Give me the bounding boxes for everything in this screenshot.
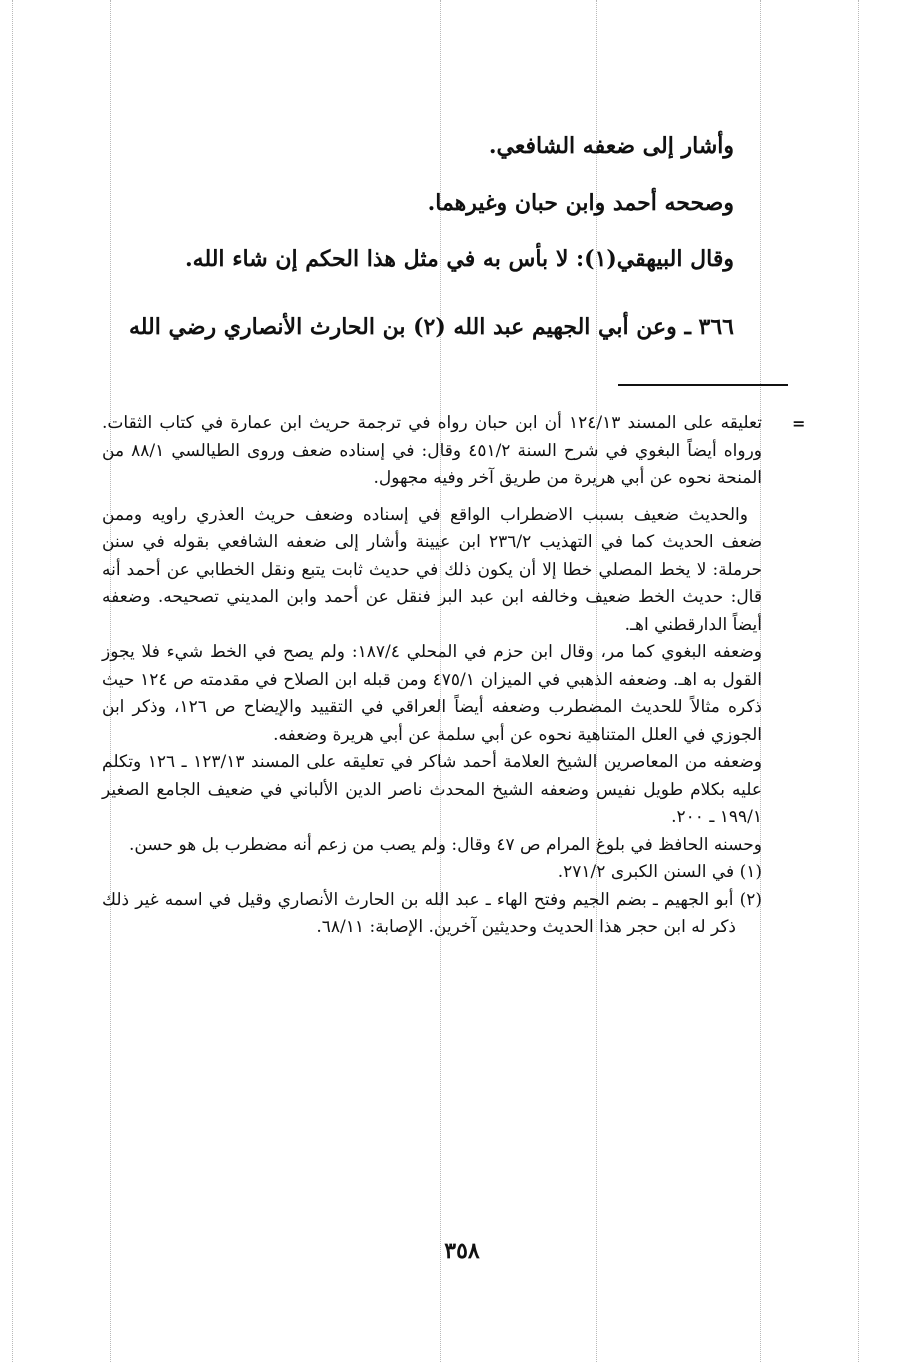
footnotes-block	[102, 410, 762, 942]
continuation-marker: =	[792, 414, 806, 433]
note-paragraph: وضعفه البغوي كما مر، وقال ابن حزم في المحلي ١٨٧/٤: ولم يصح في الخط شيء فلا يجوز القول به اهـ. وضعفه الذهبي في الميزان ٤٧٥/١ ومن قبله ابن الصلاح في مقدمته ص ١٢٤ حيث ذكره مثالاً للحديث المضطرب وضعفه أيضاً العراقي في التقييد والإيضاح ص ١٢٦، وذكر ابن الجوزي في العلل المتناهية نحوه عن أبي سلمة عن أبي هريرة وضعفه.	[102, 642, 762, 745]
footnote-2: (٢) أبو الجهيم ـ بضم الجيم وفتح الهاء ـ عبد الله بن الحارث الأنصاري وقيل في اسمه غير ذلك ذكر له ابن حجر هذا الحديث وحديثين آخرين. الإصابة: ٦٨/١١.	[102, 889, 762, 937]
main-text-line-2: وصححه أحمد وابن حبان وغيرهما.	[427, 190, 734, 216]
main-text-line-3: وقال البيهقي(١): لا بأس به في مثل هذا الحكم إن شاء الله.	[184, 246, 734, 272]
note-paragraph: تعليقه على المسند ١٢٤/١٣ أن ابن حبان رواه في ترجمة حريث ابن عمارة في كتاب الثقات. ورواه أيضاً البغوي في شرح السنة ٤٥١/٢ وقال: في إسناده ضعف وروى الطيالسي ٨٨/١ من المنحة نحوه عن أبي هريرة من طريق آخر وفيه مجهول.	[102, 413, 763, 488]
footnote-1: (١) في السنن الكبرى ٢٧١/٢.	[557, 862, 762, 882]
hadith-366-opening: ٣٦٦ ـ وعن أبي الجهيم عبد الله (٢) بن الحارث الأنصاري رضي الله	[128, 314, 734, 340]
footnote-separator	[618, 384, 788, 386]
note-paragraph: والحديث ضعيف بسبب الاضطراب الواقع في إسناده وضعف حريث العذري راويه وممن ضعف الحديث كما في التهذيب ٢٣٦/٢ ابن عيينة وأشار إلى ضعفه الشافعي بقوله في سنن حرملة: لا يخط المصلي خطا إلا أن يكون ذلك في حديث ثابت يتبع ونقل الخطابي عن أحمد أنه قال: حديث الخط ضعيف وخالفه ابن عبد البر فنقل عن أحمد وابن المديني تصحيحه. وضعفه أيضاً الدارقطني اهـ.	[102, 504, 762, 635]
main-text-line-1: وأشار إلى ضعفه الشافعي.	[488, 133, 734, 159]
note-paragraph: وحسنه الحافظ في بلوغ المرام ص ٤٧ وقال: ولم يصب من زعم أنه مضطرب بل هو حسن.	[129, 834, 762, 855]
note-paragraph: وضعفه من المعاصرين الشيخ العلامة أحمد شاكر في تعليقه على المسند ١٢٣/١٣ ـ ١٢٦ وتكلم عليه بكلام طويل نفيس وضعفه الشيخ المحدث ناصر الدين الألباني في ضعيف الجامع الصغير ١٩٩/١ ـ ٢٠٠.	[102, 752, 762, 827]
page-number: ٣٥٨	[444, 1238, 480, 1264]
